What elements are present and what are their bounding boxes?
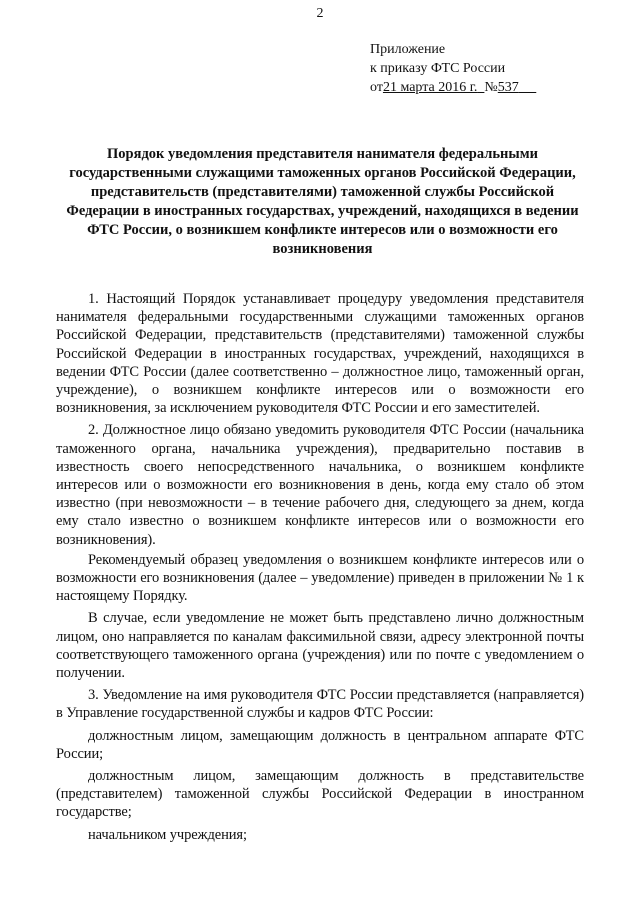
appendix-header [370,40,536,97]
paragraph-3: 3. Уведомление на имя руководителя ФТС России представляется (направляется) в Управление государственной службы и кадров ФТС России: [56,687,584,722]
appendix-date [383,80,484,95]
list-item-central-office: должностным лицом, замещающим должность в центральном аппарате ФТС России; [56,727,584,762]
paragraph-1: 1. Настоящий Порядок устанавливает процедуру уведомления представителя нанимателя федеральными государственными служащими таможенных органов Российской Федерации, представительств (представителями) таможенной службы Российской Федерации в иностранных государствах, учреждений, находящихся в ведении ФТС России (далее соответственно – должностное лицо, таможенный орган, учреждение), о возникшем конфликте интересов или о возможности его возникновения, за исключением руководителя ФТС России и его заместителей. [56,291,584,417]
paragraph-2: 2. Должностное лицо обязано уведомить руководителя ФТС России (начальника таможенного органа, начальника учреждения), предварительно поставив в известность своего непосредственного начальника, о возникшем конфликте интересов или о возможности его возникновения в день, когда ему стало об этом известно (при невозможности – в течение рабочего дня, следующего за днем, когда ему стало известно о возникшем конфликте интересов или о возможности его возникновения). [56,422,584,548]
document-body [56,290,584,848]
page-number: 2 [316,6,324,21]
appendix-label: Приложение [370,42,446,57]
appendix-number-value: 537 [497,80,519,95]
list-item-institution-head: начальником учреждения; [88,826,247,843]
paragraph-delivery-method: В случае, если уведомление не может быть представлено лично должностным лицом, оно направляется по каналам факсимильной связи, адресу электронной почты соответствующего таможенного органа (учреждения) или по почте с уведомлением о получении. [56,610,584,682]
appendix-number [498,80,537,95]
paragraph-recommended-sample: Рекомендуемый образец уведомления о возникшем конфликте интересов или о возможности его возникновения (далее – уведомление) приведен в приложении № 1 к настоящему Порядку. [56,551,584,605]
appendix-number-prefix: № [484,80,498,95]
list-item-representative-office: должностным лицом, замещающим должность в представительстве (представителем) таможенной службы Российской Федерации в иностранном государстве; [56,768,584,821]
appendix-date-prefix: от [370,80,383,95]
appendix-date-line [370,78,536,97]
document-title: Порядок уведомления представителя нанимателя федеральными государственными служащими таможенных органов Российской Федерации, представительств (представителями) таможенной службы Российской Федерации в иностранных государствах, учреждений, находящихся в ведении ФТС России, о возникшем конфликте интересов или о возможности его возникновения [66,146,579,257]
appendix-date-value: 21 марта 2016 г. [382,80,478,95]
appendix-order-ref: к приказу ФТС России [370,61,506,76]
